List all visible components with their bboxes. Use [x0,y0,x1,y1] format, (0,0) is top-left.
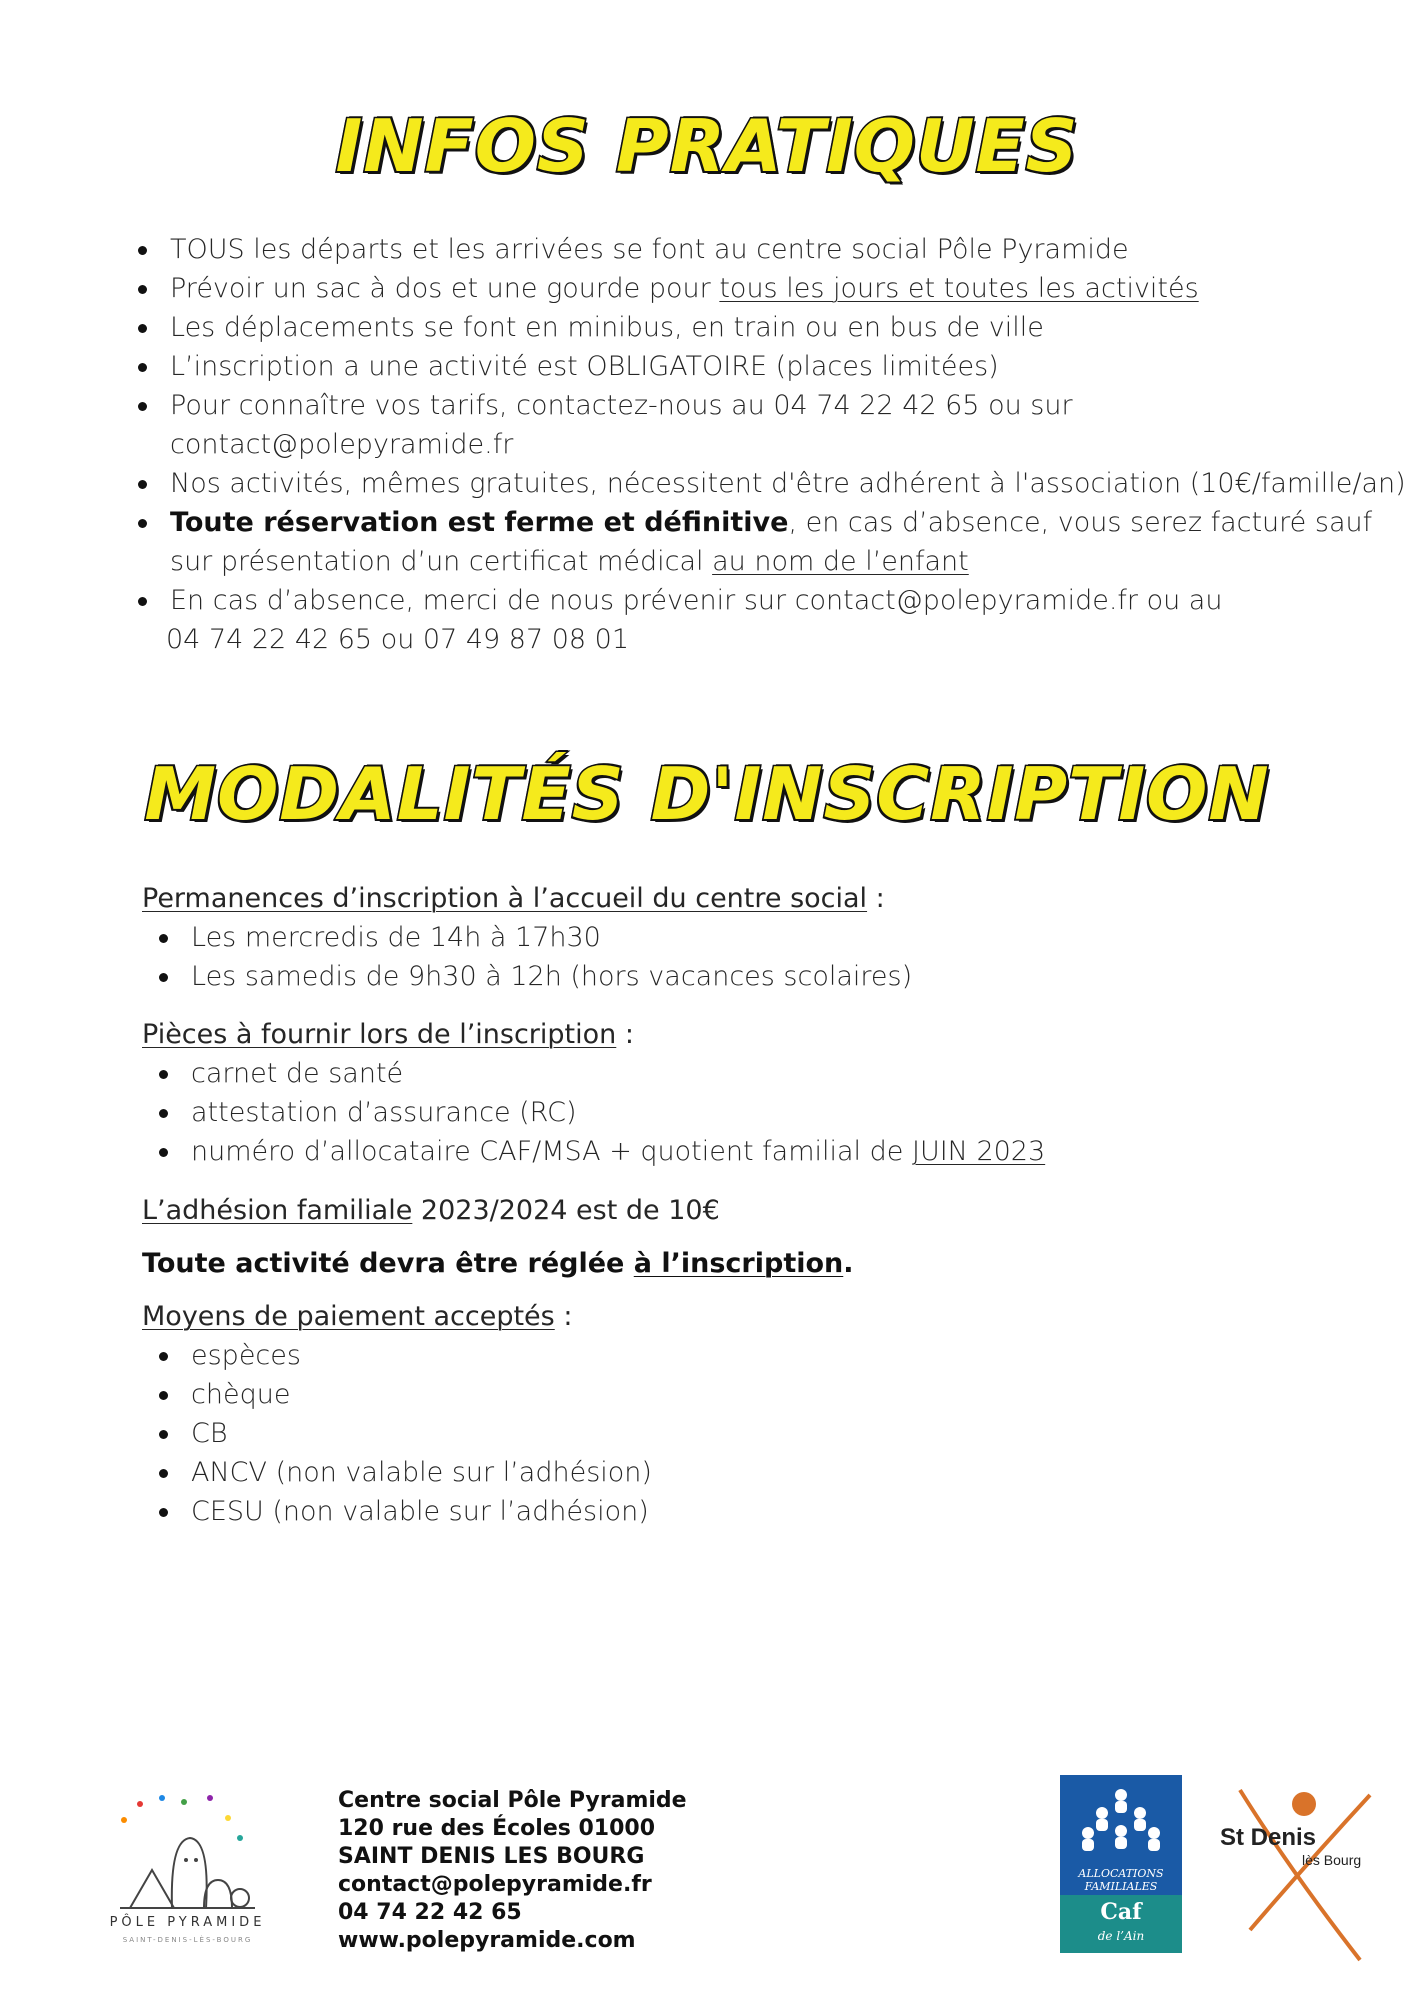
paiement-heading: Moyens de paiement acceptés : [142,1301,573,1332]
list-item: attestation d’assurance (RC) [191,1093,1045,1132]
caf-line2: FAMILIALES [1084,1880,1158,1893]
list-item: Toute réservation est ferme et définitive, en cas d’absence, vous serez facturé sauf sur présentation d’un certificat médical au nom de l’enfant [170,503,1370,581]
footer-line: Centre social Pôle Pyramide [338,1788,687,1813]
stdenis-main: St Denis [1220,1824,1317,1851]
footer-email[interactable]: contact@polepyramide.fr [338,1872,652,1897]
permanences-heading: Permanences d’inscription à l’accueil du centre social : [142,883,885,914]
list-item: CB [191,1414,652,1453]
list-item: CESU (non valable sur l’adhésion) [191,1492,652,1531]
list-item: Prévoir un sac à dos et une gourde pour tous les jours et toutes les activités [170,269,1370,308]
caf-name: Caf [1100,1899,1142,1925]
list-item: Pour connaître vos tarifs, contactez-nous au 04 74 22 42 65 ou sur contact@polepyramide.fr [170,386,1370,464]
caf-people-icon [1060,1783,1182,1863]
caf-sub: de l’Ain [1097,1929,1145,1943]
stdenis-sub: lès Bourg [1302,1852,1362,1868]
pieces-list [191,1054,1045,1171]
list-item: chèque [191,1375,652,1414]
list-item: L’inscription a une activité est OBLIGATOIRE (places limitées) [170,347,1370,386]
stdenis-logo [1220,1780,1390,1965]
list-item: espèces [191,1336,652,1375]
list-item: carnet de santé [191,1054,1045,1093]
footer-contact [338,1787,687,1955]
caf-bottom [1060,1895,1182,1953]
list-item: Les samedis de 9h30 à 12h (hors vacances scolaires) [191,957,912,996]
footer-phone: 04 74 22 42 65 [338,1900,522,1925]
permanences-list [191,918,912,996]
pieces-heading: Pièces à fournir lors de l’inscription : [142,1019,634,1050]
title-infos-pratiques: INFOS PRATIQUES [335,104,1079,188]
list-item: Les déplacements se font en minibus, en train ou en bus de ville [170,308,1370,347]
footer-line: 120 rue des Écoles 01000 [338,1816,656,1841]
footer-line: SAINT DENIS LES BOURG [338,1844,645,1869]
paiement-list [191,1336,652,1531]
adhesion-line: L’adhésion familiale 2023/2024 est de 10€ [142,1195,720,1226]
title-modalites-inscription: MODALITÉS D'INSCRIPTION [144,752,1270,836]
pole-logo-name: PÔLE PYRAMIDE [109,1915,266,1930]
list-item: numéro d’allocataire CAF/MSA + quotient familial de JUIN 2023 [191,1132,1045,1171]
reglement-line: Toute activité devra être réglée à l’inscription. [142,1248,854,1279]
infos-list [166,230,1406,659]
list-item: TOUS les départs et les arrivées se font au centre social Pôle Pyramide [170,230,1370,269]
caf-logo [1060,1775,1182,1953]
footer-website[interactable]: www.polepyramide.com [338,1928,636,1953]
pole-logo-sub: SAINT-DENIS-LÈS-BOURG [122,1936,253,1944]
list-item: Nos activités, mêmes gratuites, nécessitent d'être adhérent à l'association (10€/famille/an) [170,464,1370,503]
caf-line1: ALLOCATIONS [1078,1867,1164,1880]
list-item: En cas d’absence, merci de nous prévenir sur contact@polepyramide.fr ou au 04 74 22 42 65 ou 07 49 87 08 01 [170,581,1370,659]
stdenis-cross-icon [1220,1780,1390,1965]
list-item: ANCV (non valable sur l’adhésion) [191,1453,652,1492]
list-item: Les mercredis de 14h à 17h30 [191,918,912,957]
